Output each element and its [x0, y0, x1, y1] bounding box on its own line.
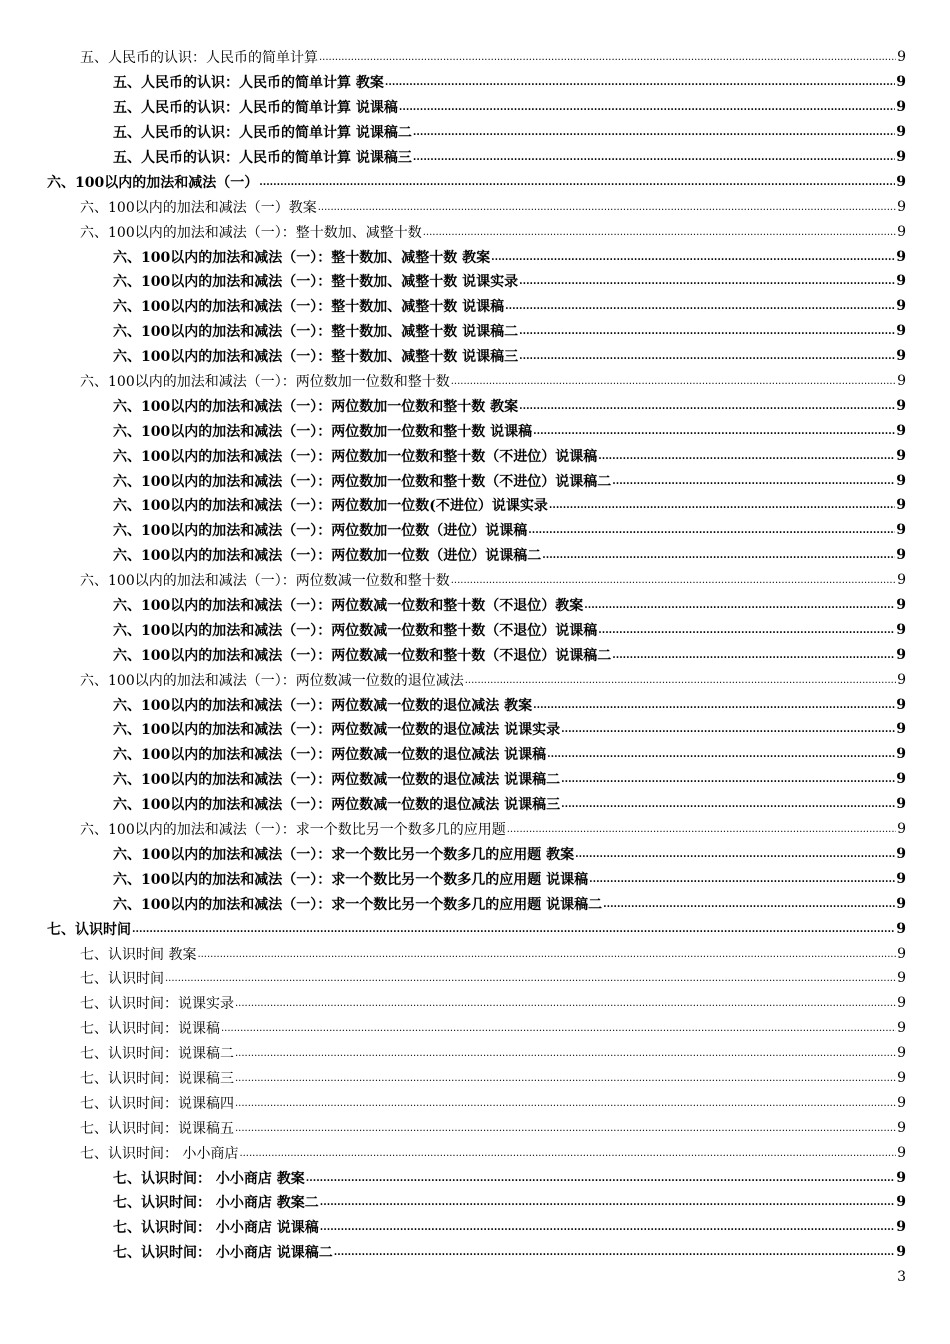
toc-entry[interactable] [0, 493, 950, 518]
toc-dot-leader [542, 548, 895, 562]
toc-dot-leader [561, 772, 895, 786]
toc-entry-title: 六、100以内的加法和减法（一）：两位数加一位数和整十数（不进位）说课稿二 [113, 473, 612, 490]
toc-entry[interactable] [0, 617, 950, 642]
toc-entry-title: 六、100以内的加法和减法（一）：两位数减一位数和整十数（不退位）说课稿 [113, 622, 598, 639]
toc-dot-leader [561, 797, 895, 811]
toc-entry-page: 9 [897, 1119, 906, 1136]
toc-dot-leader [235, 1121, 896, 1135]
toc-entry-page: 9 [896, 298, 906, 315]
toc-entry[interactable] [0, 169, 950, 194]
toc-entry-page: 9 [896, 621, 906, 638]
toc-entry[interactable] [0, 817, 950, 842]
toc-entry-page: 9 [896, 397, 906, 414]
toc-dot-leader [451, 573, 896, 587]
toc-entry-page: 9 [896, 721, 906, 738]
toc-entry-page: 9 [897, 1069, 906, 1086]
toc-dot-leader [612, 474, 895, 488]
toc-entry-title: 六、100以内的加法和减法（一）：整十数加、减整十数 说课稿三 [113, 349, 519, 366]
toc-entry-title: 六、100以内的加法和减法（一）：整十数加、减整十数 说课稿二 [113, 324, 519, 341]
toc-entry[interactable] [0, 45, 950, 70]
toc-entry[interactable] [0, 891, 950, 916]
toc-entry-title: 六、100以内的加法和减法（一）：两位数减一位数的退位减法 说课稿 [113, 747, 547, 764]
toc-entry[interactable] [0, 966, 950, 991]
toc-entry[interactable] [0, 219, 950, 244]
toc-dot-leader [561, 722, 895, 736]
toc-entry-title: 五、人民币的认识：人民币的简单计算 说课稿三 [113, 150, 412, 166]
toc-dot-leader [320, 1195, 896, 1209]
toc-entry-title: 六、100以内的加法和减法（一）：两位数减一位数和整十数 [80, 573, 450, 590]
toc-entry-title: 七、认识时间：说课稿五 [80, 1120, 234, 1137]
toc-dot-leader [584, 598, 895, 612]
toc-entry-page: 9 [896, 273, 906, 290]
toc-entry[interactable] [0, 916, 950, 941]
toc-dot-leader [505, 299, 895, 313]
toc-entry-title: 七、认识时间：说课稿 [80, 1021, 220, 1038]
toc-entry[interactable] [0, 1041, 950, 1066]
toc-entry-page: 9 [896, 1194, 906, 1211]
toc-entry[interactable] [0, 842, 950, 867]
toc-dot-leader [519, 399, 895, 413]
toc-entry-page: 9 [896, 646, 906, 663]
toc-entry-title: 六、100以内的加法和减法（一）：两位数减一位数和整十数（不退位）教案 [113, 598, 584, 615]
toc-dot-leader [547, 747, 895, 761]
toc-entry-title: 五、人民币的认识：人民币的简单计算 说课稿二 [113, 125, 412, 142]
toc-entry[interactable] [0, 568, 950, 593]
toc-entry-page: 9 [897, 1020, 906, 1037]
toc-entry[interactable] [0, 593, 950, 618]
toc-dot-leader [612, 648, 895, 662]
toc-entry-page: 9 [896, 547, 906, 564]
toc-entry-title: 五、人民币的认识：人民币的简单计算 说课稿 [113, 100, 398, 117]
toc-entry-page: 9 [896, 149, 906, 165]
toc-entry-title: 六、100以内的加法和减法（一）：求一个数比另一个数多几的应用题 说课稿 [113, 871, 589, 888]
toc-entry-page: 9 [897, 49, 906, 66]
toc-dot-leader [533, 424, 895, 438]
toc-dot-leader [451, 374, 896, 388]
toc-entry-page: 9 [896, 472, 906, 489]
toc-entry-title: 六、100以内的加法和减法（一）：两位数减一位数的退位减法 说课稿二 [113, 772, 561, 789]
toc-dot-leader [399, 100, 895, 114]
toc-entry[interactable] [0, 518, 950, 543]
toc-entry-page: 9 [896, 895, 906, 912]
toc-entry-title: 七、认识时间 教案 [80, 946, 197, 963]
toc-entry-page: 9 [896, 870, 906, 887]
toc-dot-leader [306, 1171, 896, 1185]
toc-entry-title: 七、认识时间：说课稿四 [80, 1095, 234, 1112]
toc-dot-leader [528, 523, 895, 537]
toc-entry[interactable] [0, 443, 950, 468]
toc-dot-leader [413, 150, 895, 164]
toc-entry-title: 六、100以内的加法和减法（一）：两位数减一位数的退位减法 说课实录 [113, 722, 561, 739]
toc-entry-page: 9 [897, 198, 906, 215]
toc-entry-title: 五、人民币的认识：人民币的简单计算 教案 [113, 75, 384, 92]
toc-entry-title: 六、100以内的加法和减法（一）：两位数减一位数和整十数（不退位）说课稿二 [113, 647, 612, 664]
toc-dot-leader [235, 996, 896, 1010]
toc-entry[interactable] [0, 543, 950, 568]
toc-dot-leader [598, 449, 895, 463]
toc-entry-page: 9 [897, 970, 906, 987]
toc-entry-title: 七、认识时间 [47, 921, 131, 938]
toc-entry-title: 六、100以内的加法和减法（一）：整十数加、减整十数 教案 [113, 249, 491, 266]
toc-entry[interactable] [0, 991, 950, 1016]
toc-entry[interactable] [0, 1066, 950, 1091]
toc-dot-leader [239, 1146, 896, 1160]
toc-entry[interactable] [0, 319, 950, 344]
toc-entry[interactable] [0, 717, 950, 742]
toc-entry[interactable] [0, 792, 950, 817]
toc-entry[interactable] [0, 667, 950, 692]
toc-dot-leader [385, 75, 895, 89]
toc-dot-leader [519, 274, 895, 288]
toc-entry-title: 六、100以内的加法和减法（一）：两位数加一位数(不进位）说课实录 [113, 498, 548, 515]
toc-entry-page: 9 [896, 497, 906, 514]
toc-entry-title: 七、认识时间：说课稿二 [80, 1046, 234, 1063]
toc-dot-leader [235, 1046, 896, 1060]
toc-entry-title: 七、认识时间：说课稿三 [80, 1070, 234, 1087]
toc-dot-leader [533, 698, 895, 712]
toc-dot-leader [320, 1220, 896, 1234]
toc-entry-page: 9 [897, 1045, 906, 1062]
toc-entry[interactable] [0, 294, 950, 319]
toc-entry[interactable] [0, 1215, 950, 1240]
toc-entry-page: 9 [896, 920, 906, 937]
toc-dot-leader [318, 200, 896, 214]
toc-entry-title: 六、100以内的加法和减法（一）：两位数减一位数的退位减法 教案 [113, 697, 533, 714]
toc-entry-title: 七、认识时间： 小小商店 说课稿 [113, 1220, 319, 1237]
toc-entry[interactable] [0, 269, 950, 294]
table-of-contents [0, 45, 950, 1265]
toc-entry-page: 9 [896, 796, 906, 813]
toc-entry[interactable] [0, 120, 950, 145]
toc-entry-title: 六、100以内的加法和减法（一）：两位数减一位数的退位减法 说课稿三 [113, 797, 561, 814]
toc-dot-leader [575, 847, 895, 861]
toc-entry-title: 六、100以内的加法和减法（一）：求一个数比另一个数多几的应用题 说课稿二 [113, 896, 603, 913]
toc-dot-leader [598, 623, 895, 637]
toc-entry-page: 9 [896, 74, 906, 91]
toc-entry[interactable] [0, 692, 950, 717]
toc-entry[interactable] [0, 1016, 950, 1041]
toc-dot-leader [334, 1245, 896, 1259]
toc-entry-page: 9 [897, 821, 906, 838]
toc-dot-leader [603, 897, 895, 911]
toc-dot-leader [491, 250, 895, 264]
toc-entry-page: 9 [896, 771, 906, 788]
toc-entry-title: 六、100以内的加法和减法（一）：整十数加、减整十数 说课稿 [113, 299, 505, 316]
toc-entry[interactable] [0, 244, 950, 269]
toc-dot-leader [549, 498, 895, 512]
toc-entry-title: 六、100以内的加法和减法（一）：两位数加一位数（进位）说课稿 [113, 523, 528, 540]
toc-entry-page: 9 [897, 1094, 906, 1111]
toc-entry-page: 9 [897, 995, 906, 1012]
toc-entry-page: 9 [897, 572, 906, 589]
toc-entry-title: 六、100以内的加法和减法（一）：两位数加一位数和整十数（不进位）说课稿 [113, 448, 598, 465]
toc-entry[interactable] [0, 194, 950, 219]
toc-entry-title: 六、100以内的加法和减法（一）：两位数加一位数和整十数 教案 [113, 398, 519, 415]
toc-entry-title: 六、100以内的加法和减法（一）：整十数加、减整十数 [80, 224, 422, 241]
toc-dot-leader [235, 1071, 896, 1085]
toc-dot-leader [589, 872, 895, 886]
toc-entry[interactable] [0, 468, 950, 493]
toc-entry-page: 9 [896, 348, 906, 365]
toc-entry-title: 七、认识时间：说课实录 [80, 996, 234, 1013]
toc-entry-page: 9 [896, 447, 906, 464]
toc-entry[interactable] [0, 369, 950, 394]
toc-entry[interactable] [0, 70, 950, 95]
toc-dot-leader [423, 225, 896, 239]
toc-dot-leader [519, 349, 895, 363]
toc-entry-page: 9 [896, 1244, 906, 1261]
toc-entry[interactable] [0, 344, 950, 369]
toc-entry-title: 六、100以内的加法和减法（一）：求一个数比另一个数多几的应用题 教案 [113, 846, 575, 863]
toc-entry-page: 9 [896, 248, 906, 265]
toc-entry-title: 五、人民币的认识：人民币的简单计算 [80, 50, 318, 67]
toc-entry[interactable] [0, 742, 950, 767]
toc-dot-leader [465, 673, 896, 687]
toc-dot-leader [165, 971, 896, 985]
toc-dot-leader [235, 1096, 896, 1110]
toc-dot-leader [519, 324, 895, 338]
toc-entry-page: 9 [896, 422, 906, 439]
toc-entry[interactable] [0, 1115, 950, 1140]
toc-dot-leader [132, 922, 895, 936]
toc-dot-leader [507, 822, 896, 836]
toc-entry[interactable] [0, 95, 950, 120]
toc-entry[interactable] [0, 1240, 950, 1265]
toc-entry-page: 9 [896, 696, 906, 713]
toc-dot-leader [413, 125, 895, 139]
toc-entry[interactable] [0, 866, 950, 891]
toc-entry-title: 七、认识时间： 小小商店 教案二 [113, 1195, 319, 1212]
toc-dot-leader [259, 175, 895, 189]
toc-entry-page: 9 [896, 99, 906, 116]
toc-entry-title: 六、100以内的加法和减法（一）：两位数加一位数和整十数 [80, 374, 450, 391]
toc-entry-title: 七、认识时间 [80, 971, 164, 988]
toc-entry[interactable] [0, 1165, 950, 1190]
toc-entry-page: 9 [896, 1169, 906, 1186]
toc-entry-page: 9 [897, 671, 906, 688]
toc-entry-page: 9 [896, 845, 906, 862]
toc-entry-title: 七、认识时间： 小小商店 [80, 1145, 239, 1162]
toc-entry-title: 七、认识时间： 小小商店 教案 [113, 1170, 305, 1187]
toc-dot-leader [319, 50, 896, 64]
toc-entry[interactable] [0, 1090, 950, 1115]
toc-entry-page: 9 [896, 173, 906, 190]
toc-entry-page: 9 [897, 1144, 906, 1161]
toc-entry[interactable] [0, 145, 950, 170]
toc-entry-title: 六、100以内的加法和减法（一）：求一个数比另一个数多几的应用题 [80, 822, 506, 839]
toc-entry[interactable] [0, 1190, 950, 1215]
toc-dot-leader [221, 1021, 896, 1035]
toc-entry-page: 9 [897, 223, 906, 240]
toc-entry-title: 六、100以内的加法和减法（一）：两位数加一位数和整十数 说课稿 [113, 423, 533, 440]
page-number: 3 [897, 1269, 906, 1285]
toc-entry-title: 七、认识时间： 小小商店 说课稿二 [113, 1245, 333, 1262]
toc-entry[interactable] [0, 642, 950, 667]
toc-entry[interactable] [0, 1140, 950, 1165]
toc-entry-page: 9 [896, 124, 906, 141]
toc-entry[interactable] [0, 418, 950, 443]
toc-entry-page: 9 [896, 597, 906, 614]
toc-entry-title: 六、100以内的加法和减法（一）：两位数加一位数（进位）说课稿二 [113, 548, 542, 565]
toc-entry[interactable] [0, 941, 950, 966]
toc-entry-title: 六、100以内的加法和减法（一） [47, 174, 259, 191]
toc-entry-title: 六、100以内的加法和减法（一）：整十数加、减整十数 说课实录 [113, 274, 519, 291]
toc-entry-page: 9 [897, 945, 906, 962]
toc-entry-page: 9 [897, 373, 906, 390]
toc-dot-leader [197, 947, 896, 961]
toc-entry-title: 六、100以内的加法和减法（一）教案 [80, 199, 317, 216]
toc-entry-title: 六、100以内的加法和减法（一）：两位数减一位数的退位减法 [80, 672, 464, 689]
toc-entry-page: 9 [896, 746, 906, 763]
toc-entry[interactable] [0, 393, 950, 418]
toc-entry-page: 9 [896, 522, 906, 539]
toc-entry[interactable] [0, 767, 950, 792]
toc-entry-page: 9 [896, 323, 906, 340]
toc-entry-page: 9 [896, 1219, 906, 1236]
